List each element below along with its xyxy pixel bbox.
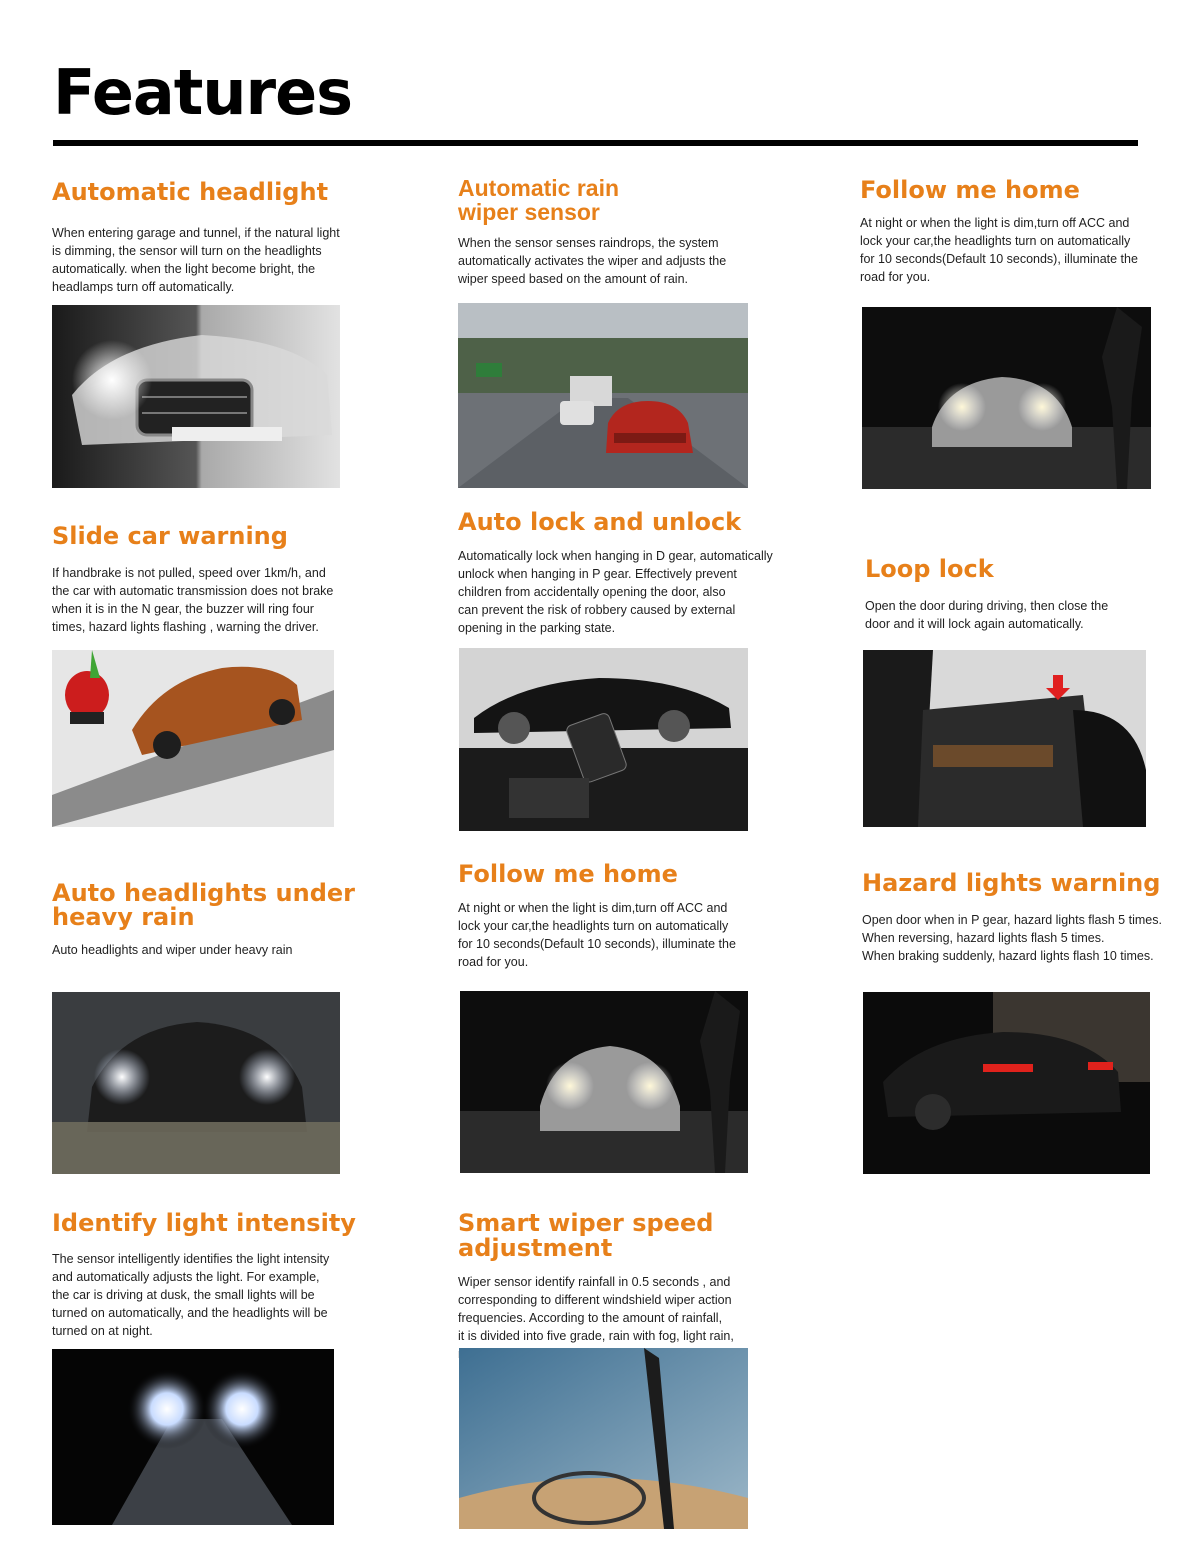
feature-description: The sensor intelligently identifies the light intensity and automatically adjusts the light. For example, the car is driving at dusk, the small lights will be turned on automatically, and the headlights will be turned on at night. xyxy=(52,1252,330,1338)
sedan-remote-key-photo xyxy=(459,648,748,831)
suv-on-ramp-alarm-photo xyxy=(52,650,334,827)
wet-windshield-wiper-photo xyxy=(459,1348,748,1529)
car-door-interior-photo xyxy=(863,650,1146,827)
feature-description: Auto headlights and wiper under heavy rain xyxy=(52,943,293,957)
feature-slide-car-warning xyxy=(52,524,372,636)
feature-description: When the sensor senses raindrops, the system automatically activates the wiper and adjusts the wiper speed based on the amount of rain. xyxy=(458,236,727,286)
night-suv-woman-photo xyxy=(460,991,748,1173)
feature-description: Open door when in P gear, hazard lights flash 5 times. When reversing, hazard lights flash 5 times. When braking suddenly, hazard lights flash 10 times. xyxy=(862,913,1162,963)
feature-title: Automatic rain wiper sensor xyxy=(458,175,620,225)
feature-description: At night or when the light is dim,turn off ACC and lock your car,the headlights turn on automatically for 10 seconds(Default 10 seconds), illuminate the road for you. xyxy=(860,216,1138,284)
feature-automatic-headlight xyxy=(52,180,392,296)
feature-description: When entering garage and tunnel, if the natural light is dimming, the sensor will turn on the headlights automatically. when the light become bright, the headlamps turn off automatically. xyxy=(52,226,340,294)
feature-description: Wiper sensor identify rainfall in 0.5 seconds , and corresponding to different windshield wiper action frequencies. According to the amount of rainfall, it is divided into five grade, rain with fog, light rain, xyxy=(458,1275,734,1343)
feature-loop-lock xyxy=(865,557,1165,633)
feature-smart-wiper-speed-adjustment xyxy=(458,1211,858,1363)
feature-description: If handbrake is not pulled, speed over 1km/h, and the car with automatic transmission does not brake when it is in the N gear, the buzzer will ring four times, hazard lights flashing , warning the driver. xyxy=(52,566,334,634)
car-headlight-garage-photo xyxy=(52,305,340,488)
title-divider xyxy=(53,140,1138,146)
feature-identify-light-intensity xyxy=(52,1211,372,1340)
sedan-taillights-photo xyxy=(863,992,1150,1174)
headlights-in-dark-photo xyxy=(52,1349,334,1525)
feature-auto-headlights-heavy-rain xyxy=(52,881,372,959)
page-title: Features xyxy=(53,56,353,129)
feature-title: Loop lock xyxy=(865,555,994,583)
feature-title: Smart wiper speed adjustment xyxy=(458,1209,714,1262)
feature-auto-lock-and-unlock xyxy=(458,510,798,637)
feature-hazard-lights-warning xyxy=(862,871,1192,965)
feature-title: Identify light intensity xyxy=(52,1209,356,1237)
night-suv-woman-photo xyxy=(862,307,1151,489)
feature-title: Follow me home xyxy=(458,860,678,888)
feature-title: Follow me home xyxy=(860,176,1080,204)
feature-title: Slide car warning xyxy=(52,522,288,550)
feature-title: Automatic headlight xyxy=(52,178,329,206)
feature-follow-me-home-1 xyxy=(860,178,1180,286)
feature-description: At night or when the light is dim,turn off ACC and lock your car,the headlights turn on automatically for 10 seconds(Default 10 seconds), illuminate the road for you. xyxy=(458,901,736,969)
feature-title: Hazard lights warning xyxy=(862,869,1161,897)
rainy-highway-photo xyxy=(458,303,748,488)
feature-follow-me-home-2 xyxy=(458,862,778,971)
feature-automatic-rain-wiper-sensor xyxy=(458,176,778,288)
feature-title: Auto lock and unlock xyxy=(458,508,742,536)
feature-description: Open the door during driving, then close the door and it will lock again automatically. xyxy=(865,599,1109,631)
feature-description: Automatically lock when hanging in D gear, automatically unlock when hanging in P gear. Effectively prevent children from accidentally opening the door, also can prevent the risk of robbery caused by external opening in the parking state. xyxy=(458,549,773,635)
suv-heavy-rain-photo xyxy=(52,992,340,1174)
feature-title: Auto headlights under heavy rain xyxy=(52,879,356,931)
